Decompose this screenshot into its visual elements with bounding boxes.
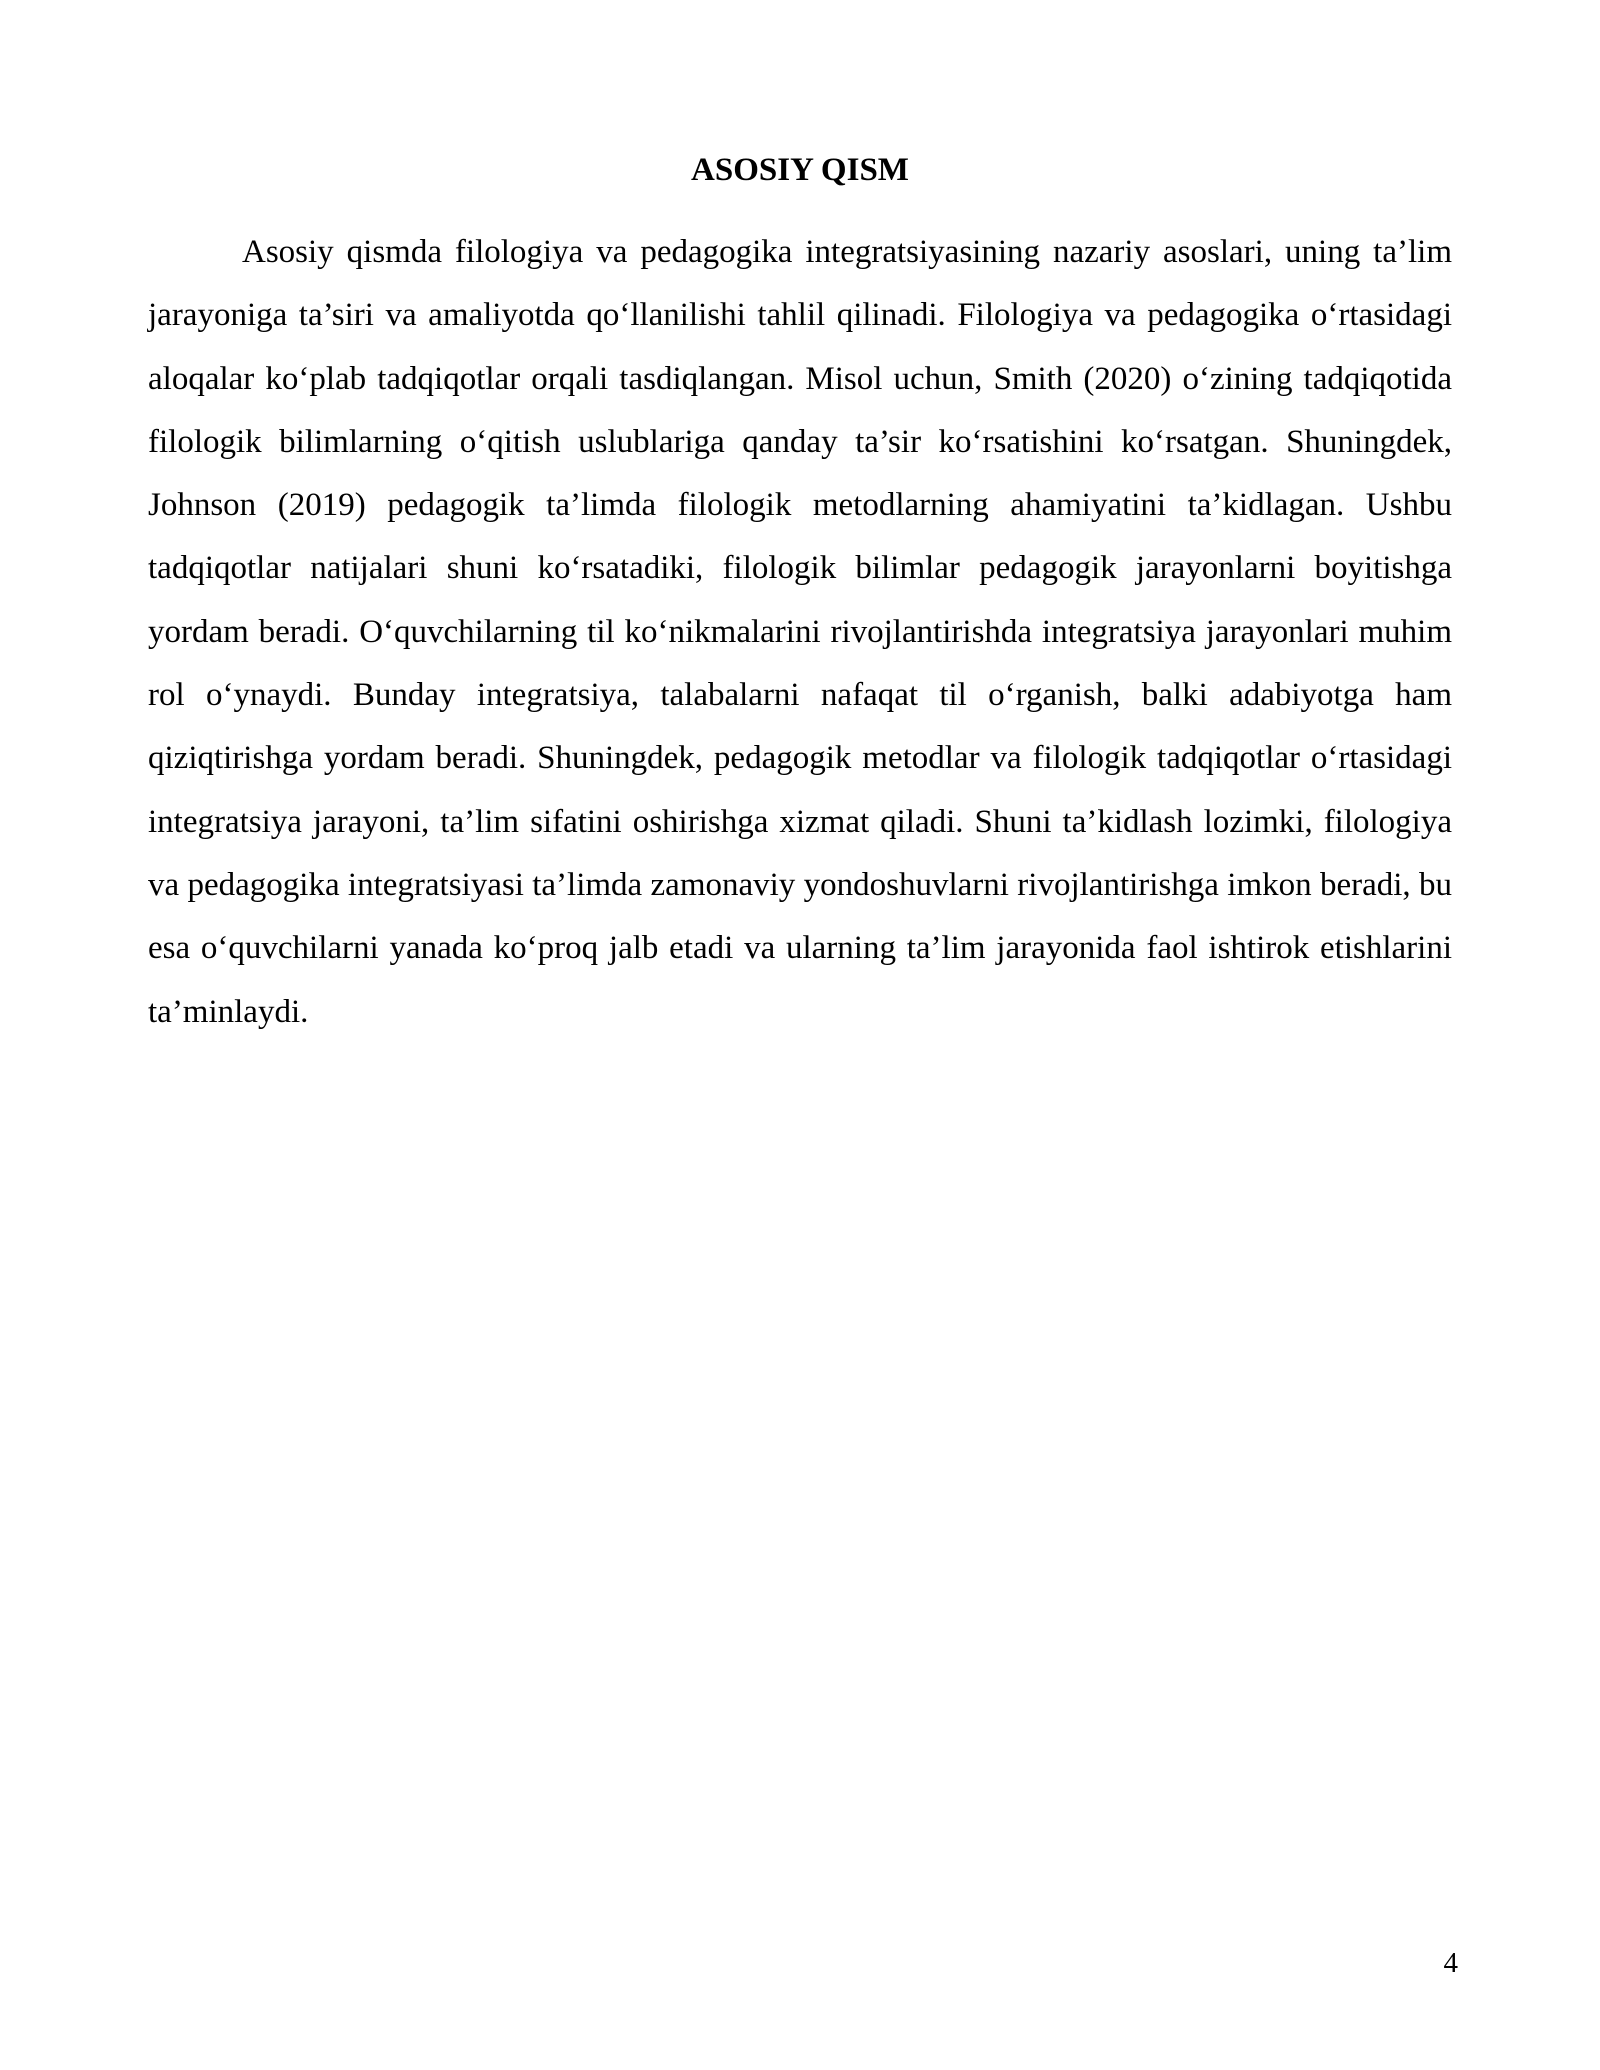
section-heading: ASOSIY QISM: [691, 152, 909, 188]
page-number: 4: [1443, 1947, 1458, 1979]
body-paragraph: Asosiy qismda filologiya va pedagogika integratsiyasining nazariy asoslari, uning ta’lim jarayoniga ta’siri va amaliyotda qo‘llanilishi tahlil qilinadi. Filologiya va pedagogika o‘rtasidagi aloqalar ko‘plab tadqiqotlar orqali tasdiqlangan. Misol uchun, Smith (2020) o‘zining tadqiqotida filologik bilimlarning o‘qitish uslublariga qanday ta’sir ko‘rsatishini ko‘rsatgan. Shuningdek, Johnson (2019) pedagogik ta’limda filologik metodlarning ahamiyatini ta’kidlagan. Ushbu tadqiqotlar natijalari shuni ko‘rsatadiki, filologik bilimlar pedagogik jarayonlarni boyitishga yordam beradi. O‘quvchilarning til ko‘nikmalarini rivojlantirishda integratsiya jarayonlari muhim rol o‘ynaydi. Bunday integratsiya, talabalarni nafaqat til o‘rganish, balki adabiyotga ham qiziqtirishga yordam beradi. Shuningdek, pedagogik metodlar va filologik tadqiqotlar o‘rtasidagi integratsiya jarayoni, ta’lim sifatini oshirishga xizmat qiladi. Shuni ta’kidlash lozimki, filologiya va pedagogika integratsiyasi ta’limda zamonaviy yondoshuvlarni rivojlantirishga imkon beradi, bu esa o‘quvchilarni yanada ko‘proq jalb etadi va ularning ta’lim jarayonida faol ishtirok etishlarini ta’minlaydi.: [148, 234, 1452, 1030]
